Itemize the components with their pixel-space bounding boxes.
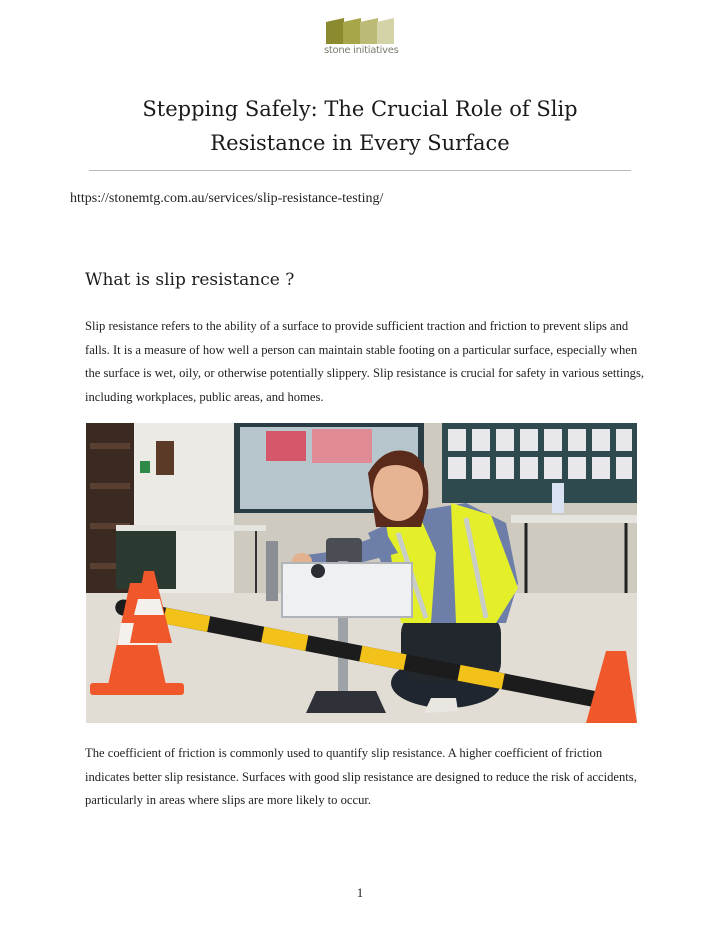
logo-block-2 (343, 18, 361, 44)
coefficient-paragraph: The coefficient of friction is commonly used to quantify slip resistance. A higher coefficient of friction indicates better slip resistance. Surfaces with good slip resistance are designed to reduce the risk of accidents, particularly in areas where slips are more likely to occur. (85, 746, 637, 807)
document-title-line-1: Stepping Safely: The Crucial Role of Slip (142, 97, 578, 121)
logo-mark-icon (326, 18, 394, 44)
intro-paragraph: Slip resistance refers to the ability of a surface to provide sufficient traction and friction to prevent slips and falls. It is a measure of how well a person can maintain stable footing on a particular surface, especially when the surface is wet, oily, or otherwise potentially slippery. Slip resistance is crucial for safety in various settings, including workplaces, public areas, and homes. (85, 319, 644, 404)
logo-block-4 (377, 18, 394, 44)
document-title-line-2: Resistance in Every Surface (210, 131, 510, 155)
source-url[interactable]: https://stonemtg.com.au/services/slip-resistance-testing/ (70, 191, 384, 206)
logo (324, 18, 399, 60)
logo-block-3 (360, 18, 378, 44)
document-title (120, 92, 600, 160)
logo-block-1 (326, 18, 344, 44)
slip-test-illustration (86, 423, 637, 723)
logo-text: stone initiatives (324, 45, 399, 56)
slip-test-photo (86, 423, 637, 723)
section-heading: What is slip resistance ? (85, 270, 295, 290)
page-number: 1 (356, 885, 364, 900)
title-divider (89, 170, 631, 171)
